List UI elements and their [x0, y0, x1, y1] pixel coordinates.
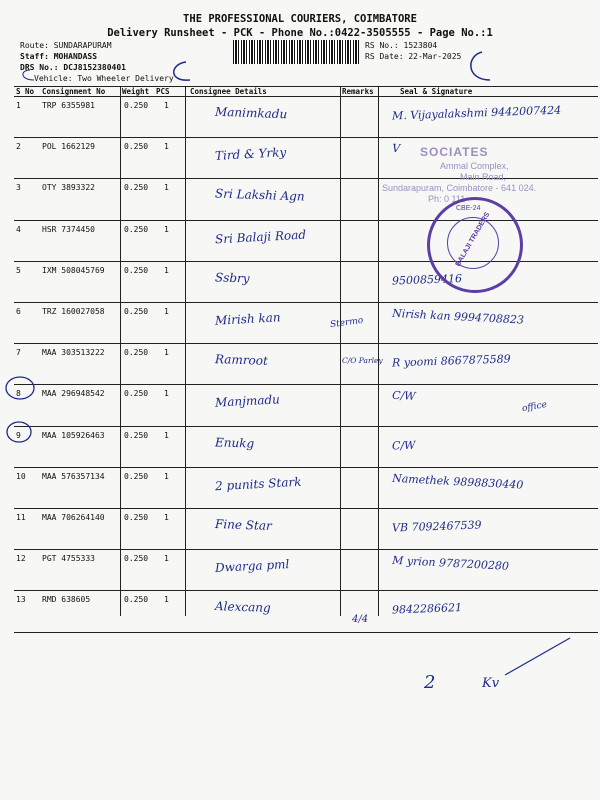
row-consignee-handwritten: Ssbry [214, 270, 250, 286]
remark-row6: Stermo [329, 315, 364, 331]
pen-slash [500, 630, 580, 680]
row-seal-signature: M. Vijayalakshmi 9442007424 [391, 103, 562, 123]
row-sno: 13 [16, 595, 26, 605]
row-weight: 0.250 [124, 307, 149, 316]
route-label: Route: SUNDARAPURAM [20, 41, 112, 50]
row-rule [14, 590, 598, 591]
row-rule [14, 178, 598, 179]
col-divider [340, 86, 341, 616]
row-sno: 2 [16, 142, 21, 152]
row-seal-signature: VB 7092467539 [391, 518, 482, 535]
row-consignee-handwritten: Manjmadu [214, 392, 281, 411]
row-consignment-no: HSR 7374450 [42, 224, 95, 234]
row-consignee-handwritten: 2 punits Stark [214, 474, 302, 494]
row-consignment-no: MAA 303513222 [42, 348, 105, 358]
row-sno: 11 [16, 513, 26, 522]
row-pcs: 1 [164, 513, 169, 522]
row-rule [14, 302, 598, 303]
col-divider [185, 86, 186, 616]
header-pen-marks [0, 0, 600, 90]
drs-number: DRS No.: DCJ8152380401 [20, 63, 126, 72]
row-weight: 0.250 [124, 595, 149, 605]
row-weight: 0.250 [124, 265, 149, 275]
row-pcs: 1 [164, 224, 169, 234]
row-pcs: 1 [164, 265, 169, 275]
row-consignee-handwritten: Tird & Yrky [214, 145, 287, 164]
row-rule [14, 508, 598, 509]
row-pcs: 1 [164, 101, 169, 110]
row-weight: 0.250 [124, 101, 149, 110]
col-header-consignee: Consignee Details [190, 87, 267, 96]
row-seal-signature: V [391, 141, 401, 156]
stamp-line2: Ammal Complex, [440, 161, 509, 171]
row-weight: 0.250 [124, 389, 149, 399]
row-sno: 7 [16, 348, 21, 358]
row-consignment-no: OTY 3893322 [42, 183, 95, 193]
row-seal-signature: C/W [391, 389, 416, 404]
row-sno: 4 [16, 224, 21, 234]
row-consignment-no: IXM 508045769 [42, 265, 105, 275]
row-consignee-handwritten: Enukg [214, 434, 255, 451]
company-title: THE PROFESSIONAL COURIERS, COIMBATORE [183, 13, 417, 25]
row-consignment-no: MAA 105926463 [42, 430, 105, 440]
row-rule [14, 467, 598, 468]
row-consignee-handwritten: Manimkadu [214, 104, 288, 122]
row-sno: 5 [16, 265, 21, 275]
runsheet-subtitle: Delivery Runsheet - PCK - Phone No.:0422-3505555 - Page No.:1 [107, 27, 493, 39]
row-weight: 0.250 [124, 554, 149, 564]
remark-row13: 4/4 [352, 614, 369, 625]
row-rule [14, 137, 598, 138]
row-sno: 8 [16, 389, 21, 399]
circled-rows-mark [0, 360, 40, 450]
row-pcs: 1 [164, 389, 169, 399]
row-sno: 1 [16, 101, 21, 110]
row-consignee-handwritten: Fine Star [214, 517, 272, 533]
row-pcs: 1 [164, 430, 169, 440]
row-sno: 3 [16, 183, 21, 193]
row-pcs: 1 [164, 348, 169, 358]
stamp-line5: Ph: 0 111 [428, 194, 466, 204]
seal-text: BALAJI TRADERS [454, 211, 492, 268]
row-consignee-handwritten: Ramroot [214, 352, 269, 369]
vehicle-label: Vehicle: Two Wheeler Delivery [34, 74, 174, 83]
row-seal-signature: C/W [391, 438, 416, 453]
row-consignee-handwritten: Alexcang [214, 599, 271, 616]
row-weight: 0.250 [124, 471, 149, 481]
row-consignee-handwritten: Mirish kan [214, 310, 281, 328]
row-seal-signature: 9500859416 [391, 271, 463, 288]
row-pcs: 1 [164, 554, 169, 564]
col-header-seal: Seal & Signature [400, 87, 473, 96]
col-divider [378, 86, 379, 616]
bottom-signature: Kv [482, 676, 500, 691]
row-rule [14, 426, 598, 427]
rs-date: RS Date: 22-Mar-2025 [365, 52, 462, 61]
row-weight: 0.250 [124, 430, 149, 440]
row-pcs: 1 [164, 307, 169, 316]
row-consignee-handwritten: Sri Balaji Road [214, 227, 307, 246]
row-consignment-no: POL 1662129 [42, 142, 95, 152]
row-rule [14, 549, 598, 550]
rs-number: RS No.: 1523804 [365, 41, 438, 50]
row-weight: 0.250 [124, 348, 149, 358]
row-sno: 9 [16, 430, 21, 440]
row-consignment-no: TRZ 160027058 [42, 307, 105, 316]
row-pcs: 1 [164, 471, 169, 481]
stamp-line1: SOCIATES [420, 145, 489, 159]
row-consignee-handwritten: Sri Lakshi Agn [214, 186, 305, 204]
office-note: office [521, 399, 548, 415]
row-consignment-no: PGT 4755333 [42, 554, 95, 564]
table-header-rule [14, 96, 598, 97]
row-seal-signature: 9842286621 [391, 601, 463, 617]
row-weight: 0.250 [124, 513, 149, 522]
staff-label: Staff: MOHANDASS [20, 52, 98, 61]
row-seal-signature: R yoomi 8667875589 [391, 352, 511, 370]
row-pcs: 1 [164, 595, 169, 605]
row-sno: 6 [16, 307, 21, 316]
row-sno: 10 [16, 471, 26, 481]
stamp-line3: Main Road, [460, 172, 507, 182]
col-header-pcs: PCS [156, 87, 170, 96]
row-consignment-no: MAA 296948542 [42, 389, 105, 399]
row-pcs: 1 [164, 183, 169, 193]
row-rule [14, 343, 598, 344]
col-header-remarks: Remarks [342, 87, 374, 96]
row-sno: 12 [16, 554, 26, 564]
row-rule [14, 384, 598, 385]
row-consignment-no: TRP 6355981 [42, 101, 95, 110]
row-seal-signature: M yrion 9787200280 [391, 553, 510, 574]
col-header-weight: Weight [122, 87, 150, 96]
row-weight: 0.250 [124, 224, 149, 234]
row-weight: 0.250 [124, 183, 149, 193]
row-pcs: 1 [164, 142, 169, 152]
col-header-consignment: Consignment No [42, 87, 106, 96]
remark-row7: C/O Parley [342, 356, 383, 365]
col-header-sno: S No [16, 87, 35, 96]
row-seal-signature: Namethek 9898830440 [391, 471, 524, 492]
bottom-count: 2 [424, 672, 436, 693]
row-seal-signature: Nirish kan 9994708823 [391, 306, 525, 327]
row-consignee-handwritten: Dwarga pml [214, 557, 290, 576]
stamp-line4: Sundarapuram, Coimbatore - 641 024. [382, 183, 537, 193]
row-weight: 0.250 [124, 142, 149, 152]
seal-code: CBE-24 [456, 205, 481, 212]
row-consignment-no: MAA 576357134 [42, 471, 105, 481]
col-divider [120, 86, 121, 616]
row-consignment-no: RMD 638605 [42, 595, 91, 605]
row-consignment-no: MAA 706264140 [42, 513, 105, 522]
